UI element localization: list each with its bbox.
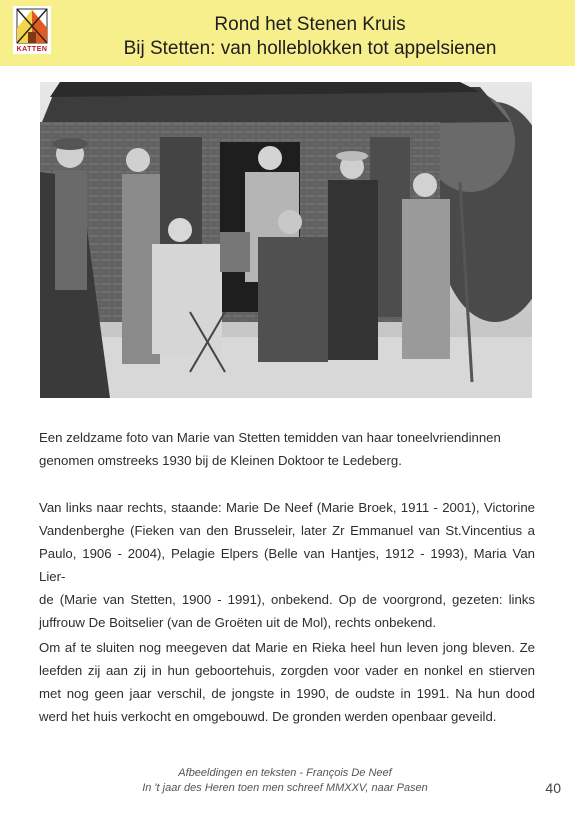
text-line: Een zeldzame foto van Marie van Stetten temidden van haar toneelvriendinnen xyxy=(39,430,501,445)
page-title-line2: Bij Stetten: van holleblokken tot appelsienen xyxy=(123,38,497,59)
text-line: Paulo, 1906 - 2004), Pelagie Elpers (Belle van Hantjes, 1912 - 1993), Maria Van Lier- xyxy=(39,546,535,584)
logo-text: KATTEN xyxy=(16,46,48,53)
text-line: Van links naar rechts, staande: Marie De Neef (Marie Broek, 1911 - 2001), Victorine xyxy=(39,500,535,515)
text-line: werd het huis verkocht en omgebouwd. De gronden werden openbaar geveild. xyxy=(39,709,497,724)
katten-logo xyxy=(13,6,51,54)
header-band xyxy=(0,0,575,66)
footer-date: In 't jaar des Heren toen men schreef MMXXV, naar Pasen xyxy=(142,782,428,794)
text-line: juffrouw De Boitselier (van de Groëten uit de Mol), rechts onbekend. xyxy=(39,615,437,630)
closing-paragraph xyxy=(39,636,535,728)
page-title-line1: Rond het Stenen Kruis xyxy=(214,14,406,35)
footer-credit: Afbeeldingen en teksten - François De Neef xyxy=(178,767,392,779)
caption-paragraph xyxy=(39,426,535,472)
historical-photo xyxy=(40,82,532,398)
text-line: leefden zij aan zij in hun geboortehuis, zorgden voor vader en nonkel en stierven xyxy=(39,663,535,678)
text-line: Om af te sluiten nog meegeven dat Marie en Rieka heel hun leven jong bleven. Ze xyxy=(39,640,535,655)
page-number: 40 xyxy=(545,780,561,796)
names-paragraph xyxy=(39,496,535,634)
text-line: met nog geen jaar verschil, de jongste in 1990, de oudste in 1991. Na hun dood xyxy=(39,686,535,701)
text-line: genomen omstreeks 1930 bij de Kleinen Doktoor te Ledeberg. xyxy=(39,453,402,468)
text-line: Vandenberghe (Fieken van den Brusseleir, later Zr Emmanuel van St.Vincentius a xyxy=(39,523,535,538)
text-line: de (Marie van Stetten, 1900 - 1991), onbekend. Op de voorgrond, gezeten: links xyxy=(39,592,535,607)
